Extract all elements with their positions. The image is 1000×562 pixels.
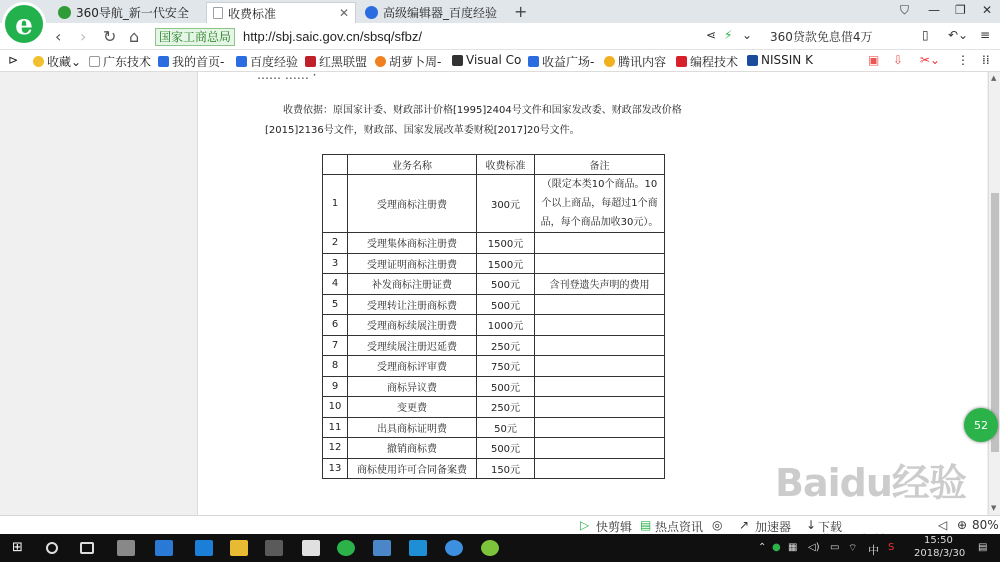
row-number: 1 [323, 175, 348, 233]
speed-icon[interactable]: ↗ [739, 518, 750, 532]
ime-indicator[interactable]: 中 [868, 544, 879, 557]
service-name: 变更费 [348, 397, 477, 418]
fee-table [322, 154, 665, 479]
service-name: 受理商标注册费 [348, 175, 477, 233]
site-verified-badge[interactable]: 国家工商总局 [155, 28, 235, 46]
bookmark-label: 腾讯内容 [618, 55, 667, 69]
file-explorer-icon[interactable] [230, 540, 248, 556]
bookmark-item[interactable] [305, 53, 367, 70]
bookmark-label: Visual Co [466, 53, 522, 67]
ie-icon[interactable] [155, 540, 173, 556]
cutoff-heading: …… …… · [257, 72, 317, 82]
bookmark-item[interactable] [528, 53, 594, 70]
menu-more-icon[interactable]: ⋮ [957, 53, 969, 67]
row-number: 10 [323, 397, 348, 418]
fee-basis-paragraph: 收费依据：原国家计委、财政部计价格[1995]2404号文件和国家发改委、财政部发改价格[2015]2136号文件，财政部、国家发展改革委财税[2017]20号文件。 [265, 105, 682, 136]
bookmark-label: 百度经验 [250, 55, 299, 69]
table-row [323, 356, 665, 377]
windows-taskbar [0, 534, 1000, 562]
bookmark-item[interactable]: 收藏 ⌄ [33, 53, 81, 70]
zoom-level[interactable]: 80% [972, 518, 999, 532]
calendar-icon[interactable]: ▣ [868, 53, 880, 67]
row-number: 7 [323, 335, 348, 356]
fee-value: 300元 [477, 175, 535, 233]
fee-value: 250元 [477, 335, 535, 356]
clock-date[interactable]: 2018/3/30 [914, 548, 966, 559]
note-text [535, 233, 665, 254]
bookmark-item[interactable] [158, 53, 224, 70]
fee-value: 750元 [477, 356, 535, 377]
status-quick-clip[interactable]: 快剪辑 [596, 520, 633, 534]
bookmark-item[interactable] [604, 53, 666, 70]
note-text [535, 315, 665, 336]
nissin-icon [747, 55, 758, 66]
service-name: 受理商标续展注册费 [348, 315, 477, 336]
col-header-service: 业务名称 [348, 155, 477, 175]
phone-icon[interactable]: ▯ [922, 28, 929, 42]
page-icon [89, 56, 100, 67]
tab-label: 收费标准 [228, 6, 277, 21]
fee-value: 500元 [477, 438, 535, 459]
table-row [323, 458, 665, 479]
status-hot-news[interactable]: 热点资讯 [655, 520, 704, 534]
scroll-down-icon[interactable]: ▼ [991, 504, 997, 512]
page-viewport [0, 72, 988, 515]
dropdown-icon[interactable]: ⌄ [742, 28, 753, 42]
fee-value: 150元 [477, 458, 535, 479]
table-row [323, 315, 665, 336]
fee-value: 500元 [477, 294, 535, 315]
table-row [323, 294, 665, 315]
note-text [535, 356, 665, 377]
note-text [535, 376, 665, 397]
col-header-number [323, 155, 348, 175]
apps-grid-icon[interactable]: ⁞⁞ [982, 53, 990, 67]
address-bar [0, 23, 1000, 50]
service-name: 商标使用许可合同备案费 [348, 458, 477, 479]
code-icon [676, 56, 687, 67]
tab-fee-standard[interactable] [206, 2, 356, 23]
fee-value: 1500元 [477, 253, 535, 274]
360-guard-icon[interactable] [481, 540, 499, 556]
service-name: 受理证明商标注册费 [348, 253, 477, 274]
row-number: 13 [323, 458, 348, 479]
bookmarks-bar [0, 50, 1000, 72]
table-row [323, 253, 665, 274]
cloud-app-icon[interactable] [445, 540, 463, 556]
note-text [535, 417, 665, 438]
table-row [323, 438, 665, 459]
download-icon[interactable]: ↓ [806, 518, 817, 532]
table-row [323, 397, 665, 418]
status-bar [0, 515, 1000, 534]
bookmark-label: 收藏 [47, 55, 72, 69]
restore-icon[interactable]: ❐ [955, 3, 966, 17]
url-field[interactable] [155, 26, 755, 47]
bookmark-label: 广东技术 [103, 55, 152, 69]
table-row [323, 417, 665, 438]
video-clip-icon[interactable]: ▷ [580, 518, 590, 532]
sogou-ime-icon[interactable]: S [888, 542, 895, 553]
forward-icon[interactable]: › [80, 27, 87, 46]
baidu-watermark-logo: Baidu经验 [775, 461, 966, 505]
ad-text-link[interactable]: 360贷款免息借4万 [770, 30, 873, 44]
360-browser-taskbar-icon[interactable] [337, 540, 355, 556]
fee-value: 50元 [477, 417, 535, 438]
tab-label: 360导航_新一代安全 [76, 6, 189, 20]
bookmark-label: 编程技术 [690, 55, 739, 69]
mail-icon[interactable] [302, 540, 320, 556]
bookmark-label: 收益广场- [542, 55, 595, 69]
volume-icon[interactable]: ◁) [808, 542, 820, 553]
tab-baidu-editor[interactable] [359, 2, 509, 23]
back-icon[interactable]: ‹ [55, 27, 62, 46]
table-row [323, 233, 665, 254]
note-text [535, 438, 665, 459]
tab-360-nav[interactable] [52, 2, 207, 23]
row-number: 4 [323, 274, 348, 295]
row-number: 2 [323, 233, 348, 254]
fee-value: 500元 [477, 274, 535, 295]
bookmark-label: 我的首页- [172, 55, 225, 69]
bookmarks-toggle-icon[interactable]: ⊳ [8, 53, 19, 67]
col-header-note: 备注 [535, 155, 665, 175]
360-browser-logo-icon[interactable]: e [2, 2, 46, 46]
status-download[interactable]: 下载 [818, 520, 843, 534]
note-text [535, 253, 665, 274]
reload-icon[interactable]: ↻ [103, 27, 117, 46]
bookmark-item[interactable] [236, 53, 298, 70]
menu-icon[interactable]: ≡ [980, 28, 991, 42]
cortana-icon[interactable] [46, 542, 58, 554]
lightning-icon[interactable]: ⚡ [724, 28, 733, 42]
row-number: 12 [323, 438, 348, 459]
floating-helper-badge[interactable]: 52 [964, 408, 998, 442]
close-window-icon[interactable]: ✕ [982, 3, 993, 17]
store-icon[interactable] [265, 540, 283, 556]
baidu-paw-icon [365, 6, 378, 19]
row-number: 5 [323, 294, 348, 315]
row-number: 9 [323, 376, 348, 397]
bookmark-item[interactable] [375, 53, 441, 70]
360-tray-icon[interactable]: ● [772, 542, 781, 553]
bookmark-item[interactable] [89, 53, 151, 70]
task-view-icon[interactable] [80, 542, 94, 554]
edge-icon[interactable] [195, 540, 213, 556]
baidu-paw-icon [528, 56, 539, 67]
service-name: 撤销商标费 [348, 438, 477, 459]
clock-time[interactable]: 15:50 [924, 535, 953, 546]
table-row [323, 175, 665, 233]
download-manager-icon[interactable]: ⇩ [893, 53, 904, 67]
network-icon[interactable]: ▦ [788, 542, 798, 553]
tab-bar [0, 0, 1000, 23]
scroll-up-icon[interactable]: ▲ [991, 74, 997, 82]
col-header-fee: 收费标准 [477, 155, 535, 175]
baidu-paw-icon [236, 56, 247, 67]
star-icon [33, 56, 44, 67]
mute-speaker-icon[interactable]: ◁ [938, 518, 948, 532]
share-icon[interactable]: ⋖ [706, 28, 717, 42]
service-name: 出具商标证明费 [348, 417, 477, 438]
table-row [323, 274, 665, 295]
news-icon[interactable]: ▤ [640, 518, 652, 532]
status-accelerator[interactable]: 加速器 [755, 520, 792, 534]
fee-value: 250元 [477, 397, 535, 418]
service-name: 补发商标注册证费 [348, 274, 477, 295]
url-text[interactable]: http://sbj.saic.gov.cn/sbsq/sfbz/ [243, 29, 422, 44]
360-icon [58, 6, 71, 19]
row-number: 11 [323, 417, 348, 438]
row-number: 3 [323, 253, 348, 274]
close-tab-icon[interactable]: ✕ [338, 6, 349, 20]
note-text [535, 458, 665, 479]
bookmark-item[interactable] [747, 53, 813, 67]
note-text [535, 335, 665, 356]
note-text: （限定本类10个商品。10个以上商品，每超过1个商品，每个商品加收30元）。 [535, 175, 665, 233]
fee-value: 1000元 [477, 315, 535, 336]
tencent-icon [604, 56, 615, 67]
screen-app-icon[interactable] [409, 540, 427, 556]
shield-icon [305, 56, 316, 67]
shirt-skin-icon[interactable]: ⛉ [900, 3, 910, 17]
notification-icon[interactable]: ▤ [978, 542, 988, 553]
minimize-icon[interactable]: — [928, 3, 940, 17]
table-row [323, 335, 665, 356]
service-name: 受理集体商标注册费 [348, 233, 477, 254]
windows-start-icon[interactable]: ⊞ [12, 540, 23, 555]
carrot-icon [375, 56, 386, 67]
home-icon[interactable]: ⌂ [129, 27, 140, 46]
vertical-scrollbar[interactable] [988, 72, 1000, 515]
fee-value: 500元 [477, 376, 535, 397]
table-row [323, 376, 665, 397]
new-tab-icon[interactable]: + [514, 2, 528, 21]
tray-up-icon[interactable]: ⌃ [758, 542, 767, 553]
bookmark-item[interactable] [676, 53, 738, 70]
service-name: 受理商标评审费 [348, 356, 477, 377]
battery-icon[interactable]: ▭ [830, 542, 840, 553]
laptop-app-icon[interactable] [373, 540, 391, 556]
service-name: 受理续展注册迟延费 [348, 335, 477, 356]
bookmark-label: 胡萝卜周- [389, 55, 442, 69]
visual-studio-icon [452, 55, 463, 66]
tab-label: 高级编辑器_百度经验 [383, 6, 498, 20]
service-name: 受理转让注册商标费 [348, 294, 477, 315]
table-header-row [323, 155, 665, 175]
settings-circle-icon[interactable]: ◎ [712, 518, 723, 532]
note-text [535, 294, 665, 315]
undo-icon[interactable]: ↶⌄ [948, 28, 969, 42]
note-text [535, 397, 665, 418]
service-name: 商标异议费 [348, 376, 477, 397]
fee-value: 1500元 [477, 233, 535, 254]
baidu-paw-icon [158, 56, 169, 67]
bookmark-item[interactable] [452, 53, 521, 67]
note-text: 含刊登遗失声明的费用 [535, 274, 665, 295]
bookmark-label: NISSIN K [761, 53, 813, 67]
wifi-icon[interactable]: ⌔ [848, 543, 858, 554]
row-number: 6 [323, 315, 348, 336]
page-icon [213, 7, 223, 19]
bookmark-label: 红黑联盟 [319, 55, 368, 69]
zoom-icon[interactable]: ⊕ [957, 518, 968, 532]
scissors-icon[interactable]: ✂⌄ [920, 53, 941, 67]
fan-app-icon[interactable] [117, 540, 135, 556]
row-number: 8 [323, 356, 348, 377]
